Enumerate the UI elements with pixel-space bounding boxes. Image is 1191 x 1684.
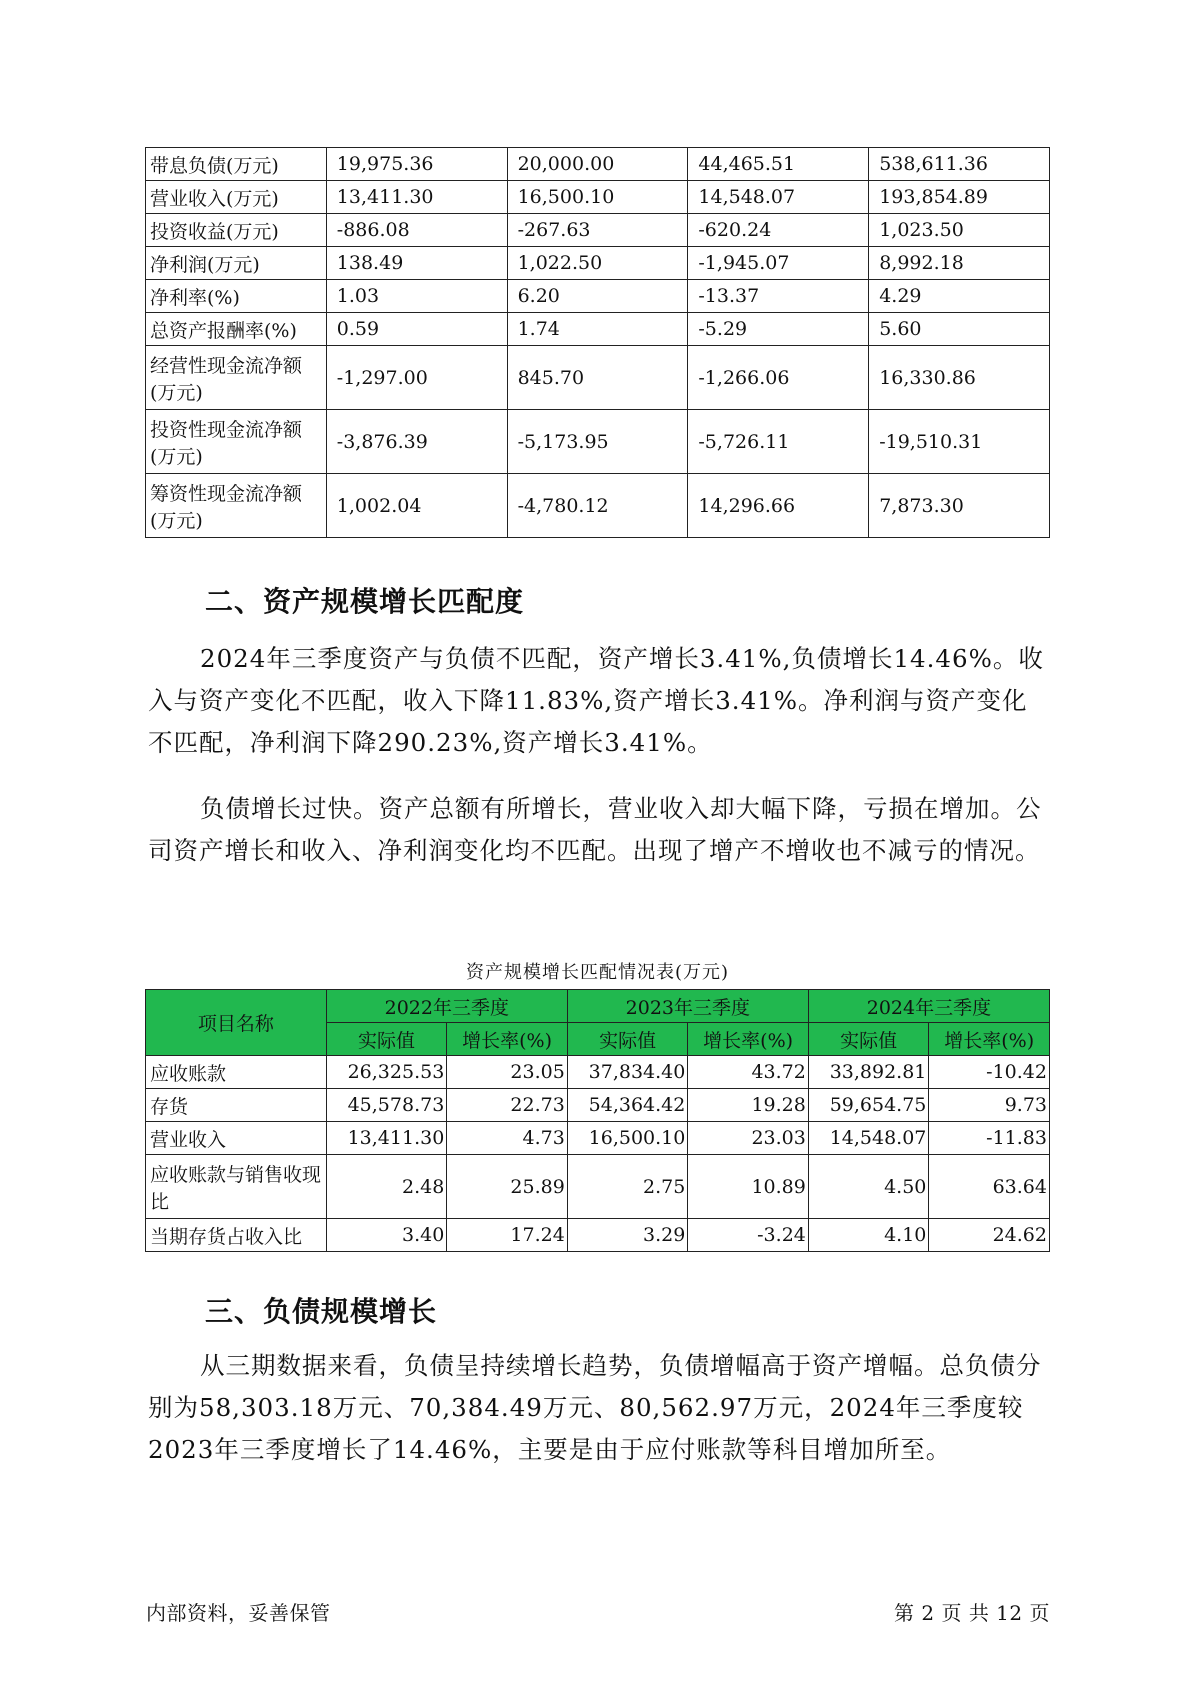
cell-value: 138.49: [326, 247, 507, 280]
row-label: 投资收益(万元): [146, 214, 327, 247]
cell-value: 23.03: [688, 1122, 809, 1155]
header-growth: 增长率(%): [447, 1023, 568, 1056]
row-label: 经营性现金流净额(万元): [146, 346, 327, 410]
table-row: [146, 474, 1050, 538]
cell-value: 17.24: [447, 1219, 568, 1252]
cell-value: 3.40: [326, 1219, 447, 1252]
header-actual: 实际值: [326, 1023, 447, 1056]
cell-value: 1,002.04: [326, 474, 507, 538]
row-label: 净利润(万元): [146, 247, 327, 280]
cell-value: 1,023.50: [869, 214, 1050, 247]
body-paragraph: 负债增长过快。资产总额有所增长，营业收入却大幅下降，亏损在增加。公司资产增长和收入、净利润变化均不匹配。出现了增产不增收也不减亏的情况。: [148, 794, 1042, 865]
cell-value: 16,500.10: [567, 1122, 688, 1155]
cell-value: 845.70: [507, 346, 688, 410]
row-label: 带息负债(万元): [146, 148, 327, 181]
cell-value: -5,173.95: [507, 410, 688, 474]
row-label: 应收账款与销售收现比: [146, 1155, 327, 1219]
table-row: [146, 346, 1050, 410]
cell-value: -13.37: [688, 280, 869, 313]
cell-value: 6.20: [507, 280, 688, 313]
cell-value: 43.72: [688, 1056, 809, 1089]
body-paragraph: 从三期数据来看，负债呈持续增长趋势，负债增幅高于资产增幅。总负债分别为58,303.18万元、70,384.49万元、80,562.97万元，2024年三季度较2023年三季度增长了14.46%，主要是由于应付账款等科目增加所至。: [148, 1351, 1042, 1464]
cell-value: 13,411.30: [326, 181, 507, 214]
table-row: [146, 181, 1050, 214]
cell-value: 4.73: [447, 1122, 568, 1155]
cell-value: 19.28: [688, 1089, 809, 1122]
row-label: 筹资性现金流净额(万元): [146, 474, 327, 538]
cell-value: -4,780.12: [507, 474, 688, 538]
table-row: [146, 313, 1050, 346]
cell-value: -267.63: [507, 214, 688, 247]
header-period: 2024年三季度: [808, 990, 1049, 1023]
cell-value: 1,022.50: [507, 247, 688, 280]
cell-value: 4.50: [808, 1155, 929, 1219]
cell-value: 4.10: [808, 1219, 929, 1252]
cell-value: 2.48: [326, 1155, 447, 1219]
section-heading: 三、负债规模增长: [205, 1295, 438, 1328]
cell-value: -1,266.06: [688, 346, 869, 410]
table-row: [146, 280, 1050, 313]
cell-value: 193,854.89: [869, 181, 1050, 214]
row-label: 当期存货占收入比: [146, 1219, 327, 1252]
table-row: [146, 148, 1050, 181]
section-heading: 二、资产规模增长匹配度: [205, 585, 525, 618]
cell-value: -3,876.39: [326, 410, 507, 474]
cell-value: 23.05: [447, 1056, 568, 1089]
table-row: [146, 1155, 1050, 1219]
table-row: [146, 214, 1050, 247]
cell-value: 10.89: [688, 1155, 809, 1219]
row-label: 存货: [146, 1089, 327, 1122]
cell-value: 3.29: [567, 1219, 688, 1252]
cell-value: -886.08: [326, 214, 507, 247]
cell-value: -620.24: [688, 214, 869, 247]
row-label: 营业收入: [146, 1122, 327, 1155]
asset-growth-table: [145, 989, 1050, 1252]
table-caption: 资产规模增长匹配情况表(万元): [465, 962, 730, 983]
header-growth: 增长率(%): [929, 1023, 1050, 1056]
footer-confidential-note: 内部资料，妥善保管: [146, 1601, 331, 1625]
cell-value: 14,548.07: [808, 1122, 929, 1155]
cell-value: 14,548.07: [688, 181, 869, 214]
financial-summary-table: [145, 147, 1050, 538]
body-paragraph: 2024年三季度资产与负债不匹配，资产增长3.41%,负债增长14.46%。收入与资产变化不匹配，收入下降11.83%,资产增长3.41%。净利润与资产变化不匹配，净利润下降290.23%,资产增长3.41%。: [148, 644, 1044, 757]
cell-value: 14,296.66: [688, 474, 869, 538]
header-period: 2022年三季度: [326, 990, 567, 1023]
row-label: 应收账款: [146, 1056, 327, 1089]
header-period: 2023年三季度: [567, 990, 808, 1023]
cell-value: 20,000.00: [507, 148, 688, 181]
cell-value: 19,975.36: [326, 148, 507, 181]
cell-value: 16,500.10: [507, 181, 688, 214]
cell-value: 45,578.73: [326, 1089, 447, 1122]
cell-value: 0.59: [326, 313, 507, 346]
cell-value: 24.62: [929, 1219, 1050, 1252]
table-row: [146, 1219, 1050, 1252]
cell-value: 13,411.30: [326, 1122, 447, 1155]
table-row: [146, 1056, 1050, 1089]
cell-value: -10.42: [929, 1056, 1050, 1089]
cell-value: 9.73: [929, 1089, 1050, 1122]
cell-value: -5,726.11: [688, 410, 869, 474]
table-row: [146, 1122, 1050, 1155]
cell-value: -1,297.00: [326, 346, 507, 410]
footer-page-number: 第 2 页 共 12 页: [894, 1601, 1050, 1625]
cell-value: 33,892.81: [808, 1056, 929, 1089]
cell-value: 59,654.75: [808, 1089, 929, 1122]
row-label: 投资性现金流净额(万元): [146, 410, 327, 474]
header-actual: 实际值: [808, 1023, 929, 1056]
cell-value: 1.74: [507, 313, 688, 346]
cell-value: 44,465.51: [688, 148, 869, 181]
cell-value: 538,611.36: [869, 148, 1050, 181]
cell-value: 2.75: [567, 1155, 688, 1219]
cell-value: 25.89: [447, 1155, 568, 1219]
header-row: [146, 990, 1050, 1023]
row-label: 净利率(%): [146, 280, 327, 313]
table-row: [146, 247, 1050, 280]
cell-value: -11.83: [929, 1122, 1050, 1155]
cell-value: -1,945.07: [688, 247, 869, 280]
header-item: 项目名称: [146, 990, 327, 1056]
cell-value: -5.29: [688, 313, 869, 346]
cell-value: 22.73: [447, 1089, 568, 1122]
table-row: [146, 410, 1050, 474]
header-actual: 实际值: [567, 1023, 688, 1056]
cell-value: 8,992.18: [869, 247, 1050, 280]
table-row: [146, 1089, 1050, 1122]
cell-value: 7,873.30: [869, 474, 1050, 538]
cell-value: 16,330.86: [869, 346, 1050, 410]
cell-value: 26,325.53: [326, 1056, 447, 1089]
row-label: 营业收入(万元): [146, 181, 327, 214]
cell-value: 4.29: [869, 280, 1050, 313]
cell-value: -19,510.31: [869, 410, 1050, 474]
row-label: 总资产报酬率(%): [146, 313, 327, 346]
cell-value: 63.64: [929, 1155, 1050, 1219]
cell-value: 37,834.40: [567, 1056, 688, 1089]
cell-value: 1.03: [326, 280, 507, 313]
cell-value: -3.24: [688, 1219, 809, 1252]
cell-value: 5.60: [869, 313, 1050, 346]
cell-value: 54,364.42: [567, 1089, 688, 1122]
header-growth: 增长率(%): [688, 1023, 809, 1056]
